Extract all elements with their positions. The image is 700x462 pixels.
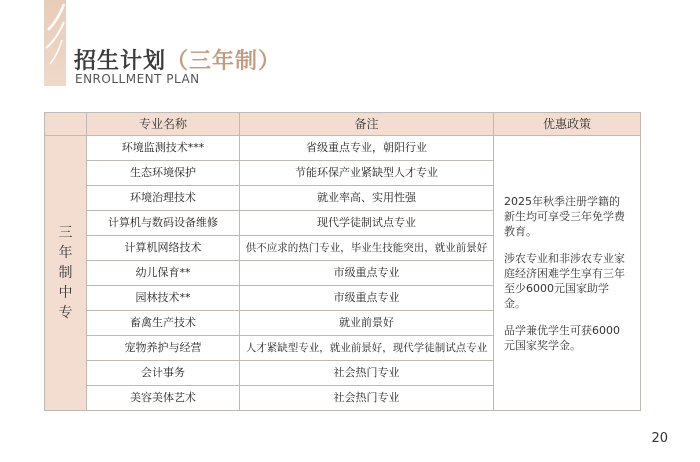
table-header-row	[45, 113, 641, 136]
major-name: 畜禽生产技术	[87, 311, 240, 336]
major-name: 计算机网络技术	[87, 236, 240, 261]
major-note: 省级重点专业，朝阳行业	[240, 136, 494, 161]
major-note: 现代学徒制试点专业	[240, 211, 494, 236]
major-name: 园林技术**	[87, 286, 240, 311]
header-note: 备注	[240, 113, 494, 136]
major-name: 幼儿保育**	[87, 261, 240, 286]
policy-item: 2025年秋季注册学籍的新生均可享受三年免学费教育。	[504, 194, 625, 238]
title-main: 招生计划	[74, 49, 167, 74]
major-name: 环境监测技术***	[87, 136, 240, 161]
category-cell	[45, 136, 87, 411]
page-number: 20	[651, 431, 668, 446]
decorative-band	[44, 0, 66, 86]
major-name: 生态环境保护	[87, 161, 240, 186]
enrollment-table	[44, 112, 641, 411]
major-note: 就业率高、实用性强	[240, 186, 494, 211]
category-label: 三年制中专	[58, 225, 73, 321]
policy-item: 涉农专业和非涉农专业家庭经济困难学生享有三年至少6000元国家助学金。	[504, 251, 625, 310]
major-note: 市级重点专业	[240, 286, 494, 311]
title-paren: （三年制）	[166, 49, 282, 74]
major-name: 宠物养护与经营	[87, 336, 240, 361]
major-note: 社会热门专业	[240, 386, 494, 411]
header-policy: 优惠政策	[494, 113, 641, 136]
page-title	[74, 44, 281, 75]
header-empty	[45, 113, 87, 136]
policy-cell	[494, 136, 641, 411]
major-note: 社会热门专业	[240, 361, 494, 386]
major-name: 会计事务	[87, 361, 240, 386]
major-note: 人才紧缺型专业，就业前景好，现代学徒制试点专业	[240, 336, 494, 361]
major-name: 环境治理技术	[87, 186, 240, 211]
major-note: 节能环保产业紧缺型人才专业	[240, 161, 494, 186]
major-name: 美容美体艺术	[87, 386, 240, 411]
leaf-icon	[44, 0, 66, 86]
major-name: 计算机与数码设备维修	[87, 211, 240, 236]
major-note: 就业前景好	[240, 311, 494, 336]
major-note: 供不应求的热门专业，毕业生技能突出，就业前景好	[240, 236, 494, 261]
header-major: 专业名称	[87, 113, 240, 136]
major-note: 市级重点专业	[240, 261, 494, 286]
table-row	[45, 136, 641, 161]
page-subtitle: ENROLLMENT PLAN	[75, 72, 200, 86]
policy-item: 品学兼优学生可获6000元国家奖学金。	[504, 323, 620, 352]
